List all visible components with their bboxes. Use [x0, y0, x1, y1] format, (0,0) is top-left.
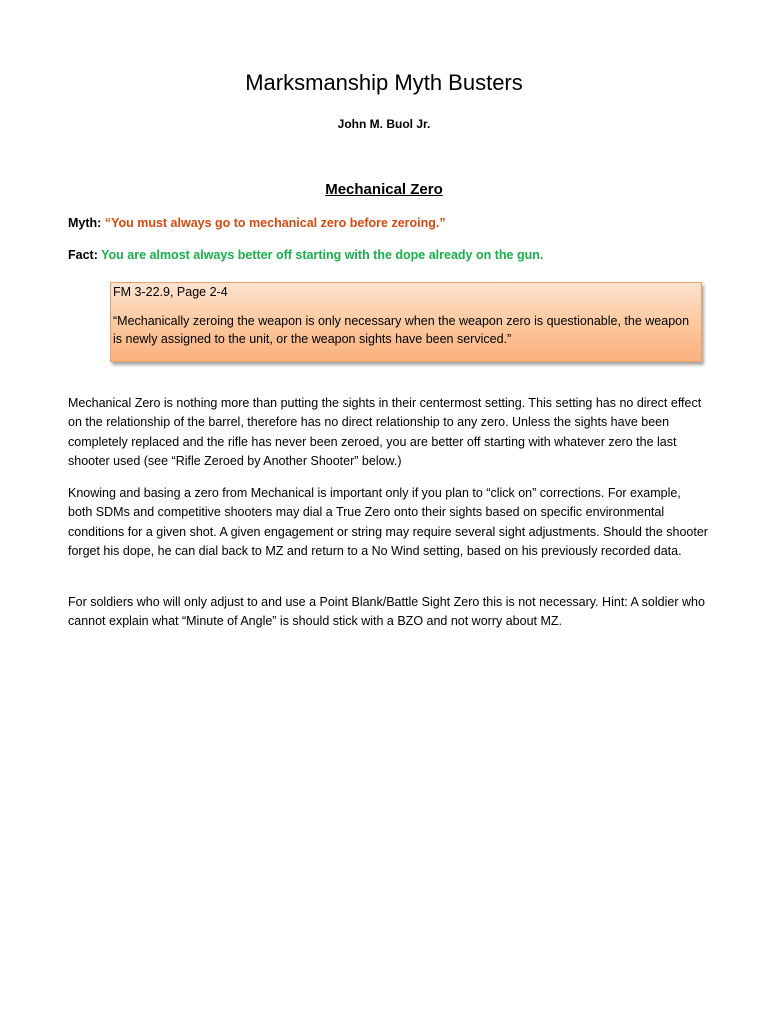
fact-line [68, 248, 543, 262]
body-paragraph: Knowing and basing a zero from Mechanical is important only if you plan to “click on” corrections. For example, both SDMs and competitive shooters may dial a True Zero onto their sights based on specific environmental conditions for a given shot. A given engagement or string may require several sight adjustments. Should the shooter forget his dope, he can dial back to MZ and return to a No Wind setting, based on his previously recorded data. [68, 486, 708, 558]
quote-box [110, 282, 702, 362]
body-paragraph: Mechanical Zero is nothing more than putting the sights in their centermost setting. This setting has no direct effect on the relationship of the barrel, therefore has no direct relationship to any zero. Unless the sights have been completely replaced and the rifle has never been zeroed, you are better off starting with whatever zero the last shooter used (see “Rifle Zeroed by Another Shooter” below.) [68, 396, 702, 468]
fact-label: Fact: [68, 248, 98, 262]
myth-line [68, 216, 446, 230]
quote-text: “Mechanically zeroing the weapon is only necessary when the weapon zero is questionable, the weapon is newly assigned to the unit, or the weapon sights have been serviced.” [113, 314, 690, 346]
quote-reference: FM 3-22.9, Page 2-4 [113, 285, 228, 299]
fact-text: You are almost always better off starting with the dope already on the gun. [101, 248, 544, 262]
document-title: Marksmanship Myth Busters [245, 70, 523, 95]
section-heading: Mechanical Zero [325, 181, 443, 198]
myth-text: “You must always go to mechanical zero before zeroing.” [104, 216, 446, 230]
author-name: John M. Buol Jr. [337, 117, 431, 131]
body-paragraph: For soldiers who will only adjust to and use a Point Blank/Battle Sight Zero this is not necessary. Hint: A soldier who cannot explain what “Minute of Angle” is should stick with a BZO and not worry about MZ. [68, 595, 705, 629]
myth-label: Myth: [68, 216, 102, 230]
